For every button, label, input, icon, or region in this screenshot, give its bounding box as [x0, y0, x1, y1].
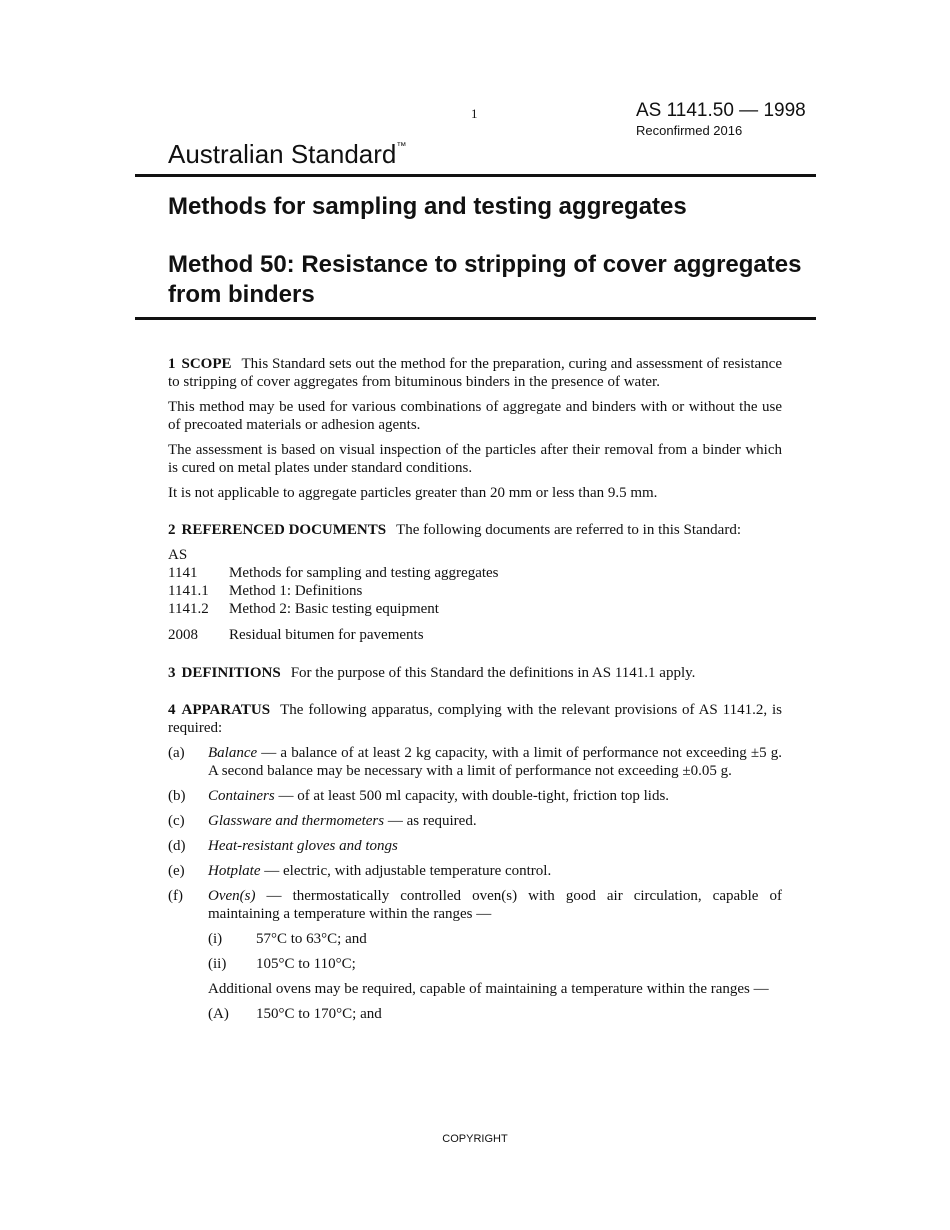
item-term: Oven(s) — [208, 888, 256, 904]
page-number: 1 — [471, 106, 478, 121]
brand-title — [168, 139, 406, 170]
scope-paragraph-1 — [168, 355, 782, 391]
item-term: Hotplate — [208, 863, 261, 879]
range-text: 105°C to 110°C; — [256, 956, 356, 972]
apparatus-item — [168, 787, 782, 805]
scope-paragraph-4: It is not applicable to aggregate particles greater than 20 mm or less than 9.5 mm. — [168, 485, 658, 501]
apparatus-intro — [168, 701, 782, 737]
additional-range-item — [208, 1005, 782, 1023]
apparatus-item — [168, 812, 782, 830]
reference-item — [168, 600, 782, 618]
definitions-paragraph — [168, 664, 782, 682]
trademark-mark: ™ — [396, 141, 407, 152]
apparatus-intro-text: The following apparatus, complying with the relevant provisions of AS 1141.2, is required: — [168, 702, 782, 736]
reference-code: 2008 — [168, 627, 198, 643]
scope-paragraph-2: This method may be used for various combinations of aggregate and binders with or without the use of precoated materials or adhesion agents. — [168, 399, 782, 433]
apparatus-item — [168, 887, 782, 923]
section-heading: SCOPE — [181, 356, 232, 372]
apparatus-item — [168, 862, 782, 880]
item-text: — electric, with adjustable temperature control. — [260, 863, 552, 879]
additional-ovens-text: Additional ovens may be required, capable of maintaining a temperature within the ranges — — [208, 981, 769, 997]
item-label: (c) — [168, 813, 185, 829]
document-body — [168, 355, 782, 1030]
item-label: (f) — [168, 888, 183, 904]
item-label: (e) — [168, 863, 185, 879]
range-label: (ii) — [208, 956, 227, 972]
reference-title: Methods for sampling and testing aggregates — [229, 565, 499, 581]
apparatus-item — [168, 744, 782, 780]
range-label: (i) — [208, 931, 223, 947]
item-term: Glassware and thermometers — [208, 813, 385, 829]
reference-item — [168, 582, 782, 600]
section-number: 2 — [168, 522, 176, 538]
section-heading: REFERENCED DOCUMENTS — [181, 522, 387, 538]
reference-item — [168, 626, 782, 644]
item-text: — a balance of at least 2 kg capacity, with a limit of performance not exceeding ±5 g. A second balance may be necessary with a limit of performance not exceeding ±0.05 g. — [208, 745, 782, 779]
section-heading: DEFINITIONS — [181, 665, 281, 681]
series-title: Methods for sampling and testing aggregates — [168, 193, 687, 220]
range-text: 150°C to 170°C; and — [256, 1006, 382, 1022]
reference-series-label: AS — [168, 547, 188, 563]
brand-text: Australian Standard — [168, 139, 397, 169]
reference-list — [168, 546, 782, 644]
oven-range-item — [208, 955, 782, 973]
item-text: — thermostatically controlled oven(s) with good air circulation, capable of maintaining a temperature within the ranges — — [208, 888, 782, 922]
oven-range-item — [208, 930, 782, 948]
bottom-rule — [135, 317, 816, 320]
section-number: 3 — [168, 665, 176, 681]
item-label: (b) — [168, 788, 186, 804]
item-label: (d) — [168, 838, 186, 854]
top-rule — [135, 174, 816, 177]
reference-code: 1141 — [168, 565, 198, 581]
reference-title: Method 2: Basic testing equipment — [229, 601, 439, 617]
item-term: Heat-resistant gloves and tongs — [208, 838, 398, 854]
references-intro-text: The following documents are referred to in this Standard: — [396, 522, 742, 538]
range-label: (A) — [208, 1006, 229, 1022]
item-term: Balance — [208, 745, 258, 761]
range-text: 57°C to 63°C; and — [256, 931, 367, 947]
references-intro — [168, 521, 782, 539]
section-heading: APPARATUS — [181, 702, 271, 718]
item-text: — as required. — [384, 813, 477, 829]
copyright-footer: COPYRIGHT — [442, 1133, 508, 1145]
section-number: 4 — [168, 702, 176, 718]
apparatus-item — [168, 837, 782, 855]
method-title: Method 50: Resistance to stripping of cover aggregates from binders — [168, 251, 802, 308]
reference-code: 1141.2 — [168, 601, 209, 617]
reference-code: 1141.1 — [168, 583, 209, 599]
reference-title: Residual bitumen for pavements — [229, 627, 424, 643]
definitions-text: For the purpose of this Standard the definitions in AS 1141.1 apply. — [290, 665, 696, 681]
item-label: (a) — [168, 745, 185, 761]
reference-item — [168, 564, 782, 582]
reference-title: Method 1: Definitions — [229, 583, 363, 599]
section-number: 1 — [168, 356, 176, 372]
item-term: Containers — [208, 788, 275, 804]
item-text: — of at least 500 ml capacity, with double-tight, friction top lids. — [274, 788, 670, 804]
standard-number: AS 1141.50 — 1998 — [636, 100, 806, 121]
scope-text: This Standard sets out the method for the preparation, curing and assessment of resistance to stripping of cover aggregates from bituminous binders in the presence of water. — [168, 356, 782, 390]
scope-paragraph-3: The assessment is based on visual inspection of the particles after their removal from a binder which is cured on metal plates under standard conditions. — [168, 442, 782, 476]
reconfirmed-label: Reconfirmed 2016 — [636, 123, 743, 138]
